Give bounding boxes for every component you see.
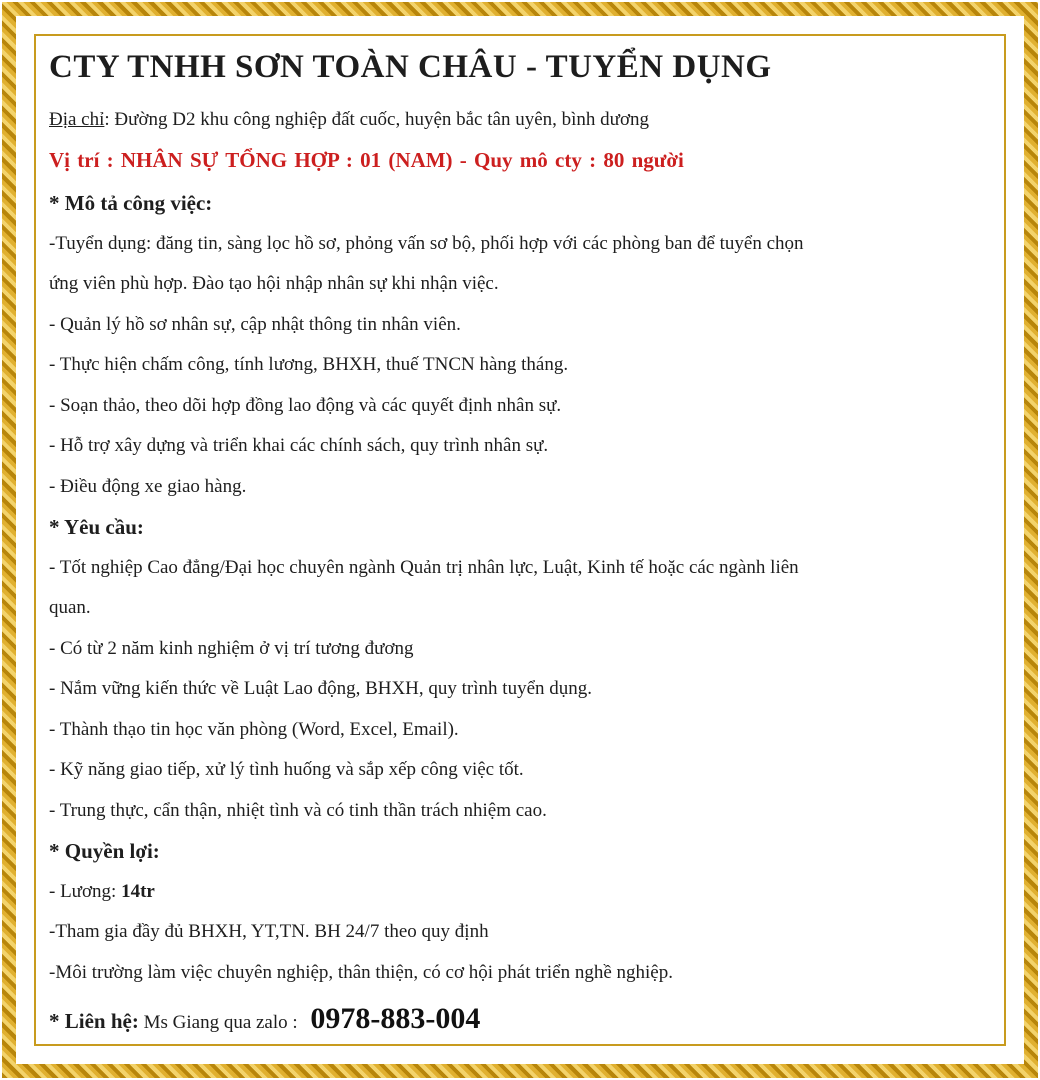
address-label: Địa chỉ <box>49 109 105 130</box>
requirement-line: - Có từ 2 năm kinh nghiệm ở vị trí tương đương <box>49 637 414 659</box>
requirement-line: - Tốt nghiệp Cao đẳng/Đại học chuyên ngành Quản trị nhân lực, Luật, Kinh tế hoặc các ngành liên <box>49 556 799 578</box>
job-posting <box>49 42 1009 1045</box>
benefit-line: -Tham gia đầy đủ BHXH, YT,TN. BH 24/7 theo quy định <box>49 921 489 942</box>
requirement-line: - Thành thạo tin học văn phòng (Word, Excel, Email). <box>49 718 459 740</box>
requirements-heading: * Yêu cầu: <box>49 515 144 539</box>
contact-line <box>49 997 1009 1045</box>
requirement-line: - Trung thực, cẩn thận, nhiệt tình và có tinh thần trách nhiệm cao. <box>49 799 547 821</box>
description-line: - Điều động xe giao hàng. <box>49 475 247 497</box>
description-line: ứng viên phù hợp. Đào tạo hội nhập nhân sự khi nhận việc. <box>49 273 499 294</box>
page-title: CTY TNHH SƠN TOÀN CHÂU - TUYỂN DỤNG <box>49 49 772 85</box>
description-line: - Quản lý hồ sơ nhân sự, cập nhật thông tin nhân viên. <box>49 313 461 335</box>
benefit-line: -Môi trường làm việc chuyên nghiệp, thân thiện, có cơ hội phát triển nghề nghiệp. <box>49 961 673 983</box>
position-line: Vị trí : NHÂN SỰ TỔNG HỢP : 01 (NAM) - Quy mô cty : 80 người <box>49 148 684 172</box>
requirement-line: quan. <box>49 597 91 618</box>
benefits-heading: * Quyền lợi: <box>49 839 160 863</box>
contact-phone: 0978-883-004 <box>310 1002 481 1035</box>
contact-text: Ms Giang qua zalo : <box>138 1012 303 1033</box>
description-line: - Hỗ trợ xây dựng và triển khai các chính sách, quy trình nhân sự. <box>49 435 549 456</box>
requirement-line: - Nắm vững kiến thức về Luật Lao động, BHXH, quy trình tuyển dụng. <box>49 678 593 699</box>
salary-line <box>49 872 1009 913</box>
salary-label: - Lương: <box>49 880 122 902</box>
address-line <box>49 103 1009 137</box>
contact-label: * Liên hệ: <box>49 1009 139 1033</box>
description-line: - Soạn thảo, theo dõi hợp đồng lao động và các quyết định nhân sự. <box>49 394 562 416</box>
description-heading: * Mô tả công việc: <box>49 191 213 215</box>
description-line: - Thực hiện chấm công, tính lương, BHXH, thuế TNCN hàng tháng. <box>49 354 569 375</box>
salary-value: 14tr <box>121 880 155 902</box>
description-line: -Tuyển dụng: đăng tin, sàng lọc hồ sơ, phỏng vấn sơ bộ, phối hợp với các phòng ban để tuyển chọn <box>49 232 804 254</box>
requirement-line: - Kỹ năng giao tiếp, xử lý tình huống và sắp xếp công việc tốt. <box>49 759 524 780</box>
address-value: : Đường D2 khu công nghiệp đất cuốc, huyện bắc tân uyên, bình dương <box>104 109 650 130</box>
